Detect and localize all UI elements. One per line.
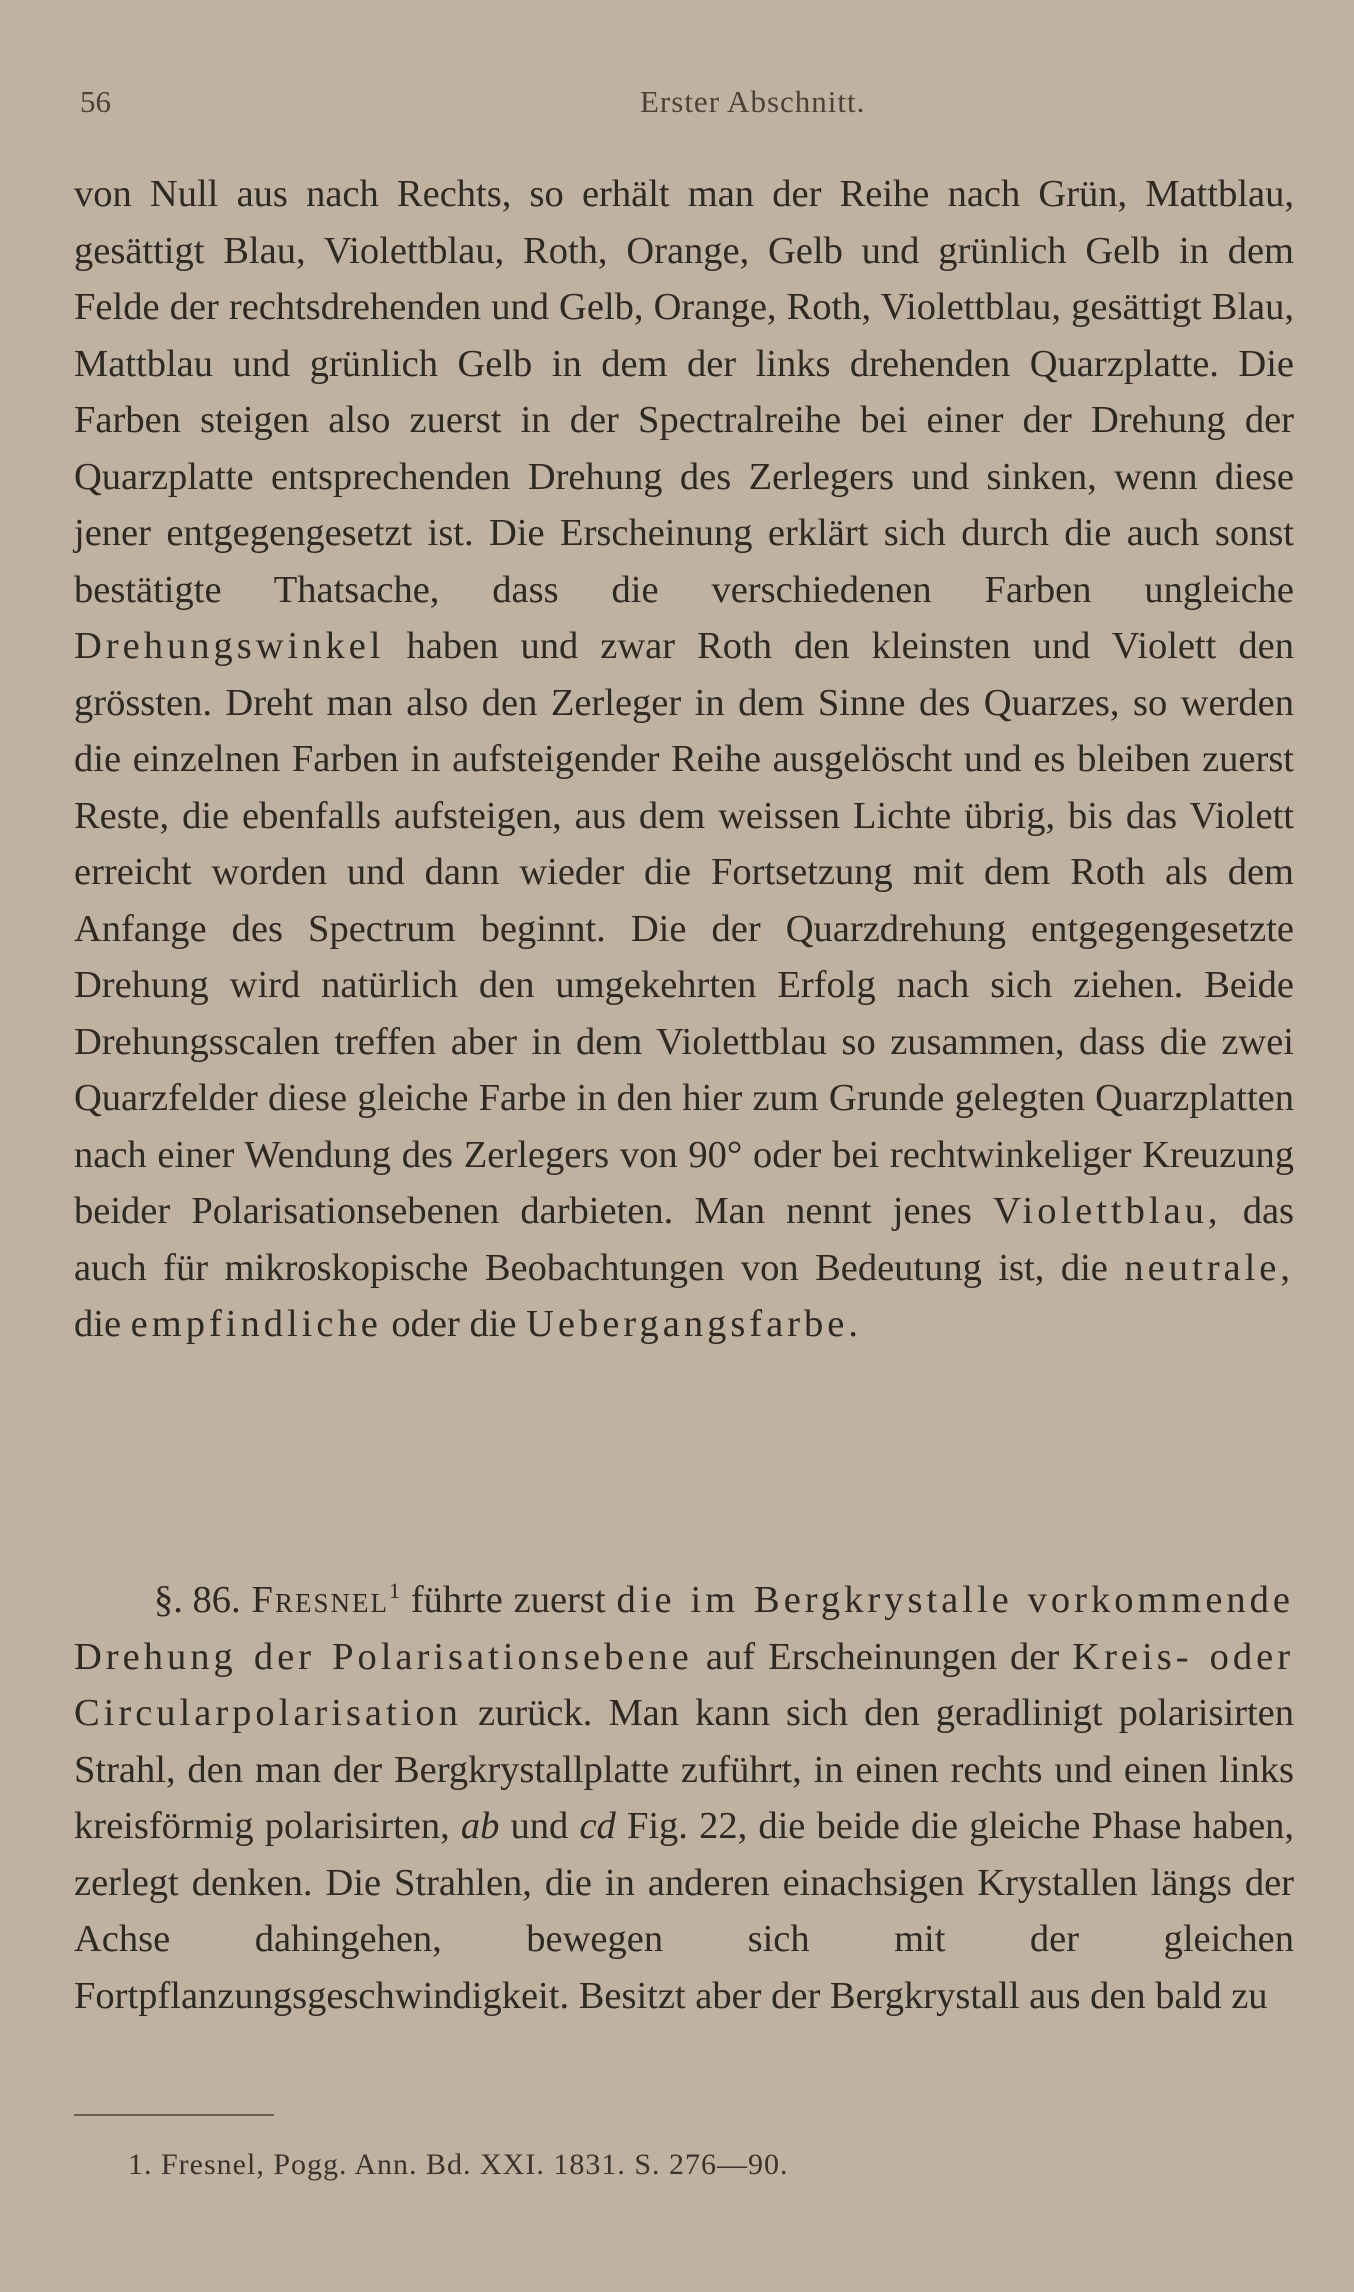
italic-ab: ab: [460, 1805, 500, 1847]
footnote-marker: 1: [388, 1578, 400, 1604]
paragraph-2-text-5: Fig. 22, die beide die gleiche Phase haben, zerlegt denken. Die Strahlen, die in anderen einachsigen Krystallen längs der Achse dahingehen, bewegen sich mit der gleichen Fortpflanzungsgeschwindigkeit. Besitzt aber der Bergkrystall aus den bald zu: [74, 1805, 1295, 2017]
paragraph-1-text-4: die: [74, 1303, 122, 1345]
paragraph-1-text-2: haben und zwar Roth den kleinsten und Violett den grössten. Dreht man also den Zerleger in dem Sinne des Quarzes, so werden die einzelnen Farben in aufsteigender Reihe ausgelöscht und es bleiben zuerst Reste, die ebenfalls aufsteigen, aus dem weissen Lichte übrig, bis das Violett erreicht worden und dann wieder die Fortsetzung mit dem Roth als dem Anfange des Spectrum beginnt. Die der Quarzdrehung entgegengesetzte Drehung wird natürlich den umgekehrten Erfolg nach sich ziehen. Beide Drehungsscalen treffen aber in dem Violettblau so zusammen, dass die zwei Quarzfelder diese gleiche Farbe in den hier zum Grunde gelegten Quarzplatten nach einer Wendung des Zerlegers von 90° oder bei rechtwinkeliger Kreuzung beider Polarisationsebenen darbieten. Man nennt jenes: [74, 625, 1295, 1232]
spaced-term-uebergangsfarbe: Uebergangsfarbe.: [526, 1303, 862, 1345]
paragraph-1: [74, 166, 1294, 1353]
paragraph-2-text-2: auf Erscheinungen der: [705, 1635, 1060, 1678]
spaced-term-empfindliche: empfindliche: [130, 1303, 382, 1345]
running-head: Erster Abschnitt.: [640, 84, 866, 119]
spaced-phrase-circularpolarisation: Kreis- oder Circularpolarisation: [74, 1635, 1295, 1734]
footnote-divider: [74, 2114, 274, 2116]
spaced-phrase-drehung: die im Bergkrystalle vorkommende Drehung der Polarisationsebene: [74, 1579, 1295, 1678]
paragraph-2: [74, 1572, 1294, 2024]
paragraph-2-text-1: führte zuerst: [410, 1579, 606, 1621]
paragraph-1-text-5: oder die: [391, 1303, 517, 1345]
spaced-term-violettblau: Violettblau,: [993, 1190, 1222, 1232]
spaced-term-neutrale: neutrale,: [1124, 1246, 1295, 1289]
page-header: [80, 84, 1300, 124]
spaced-term-drehungswinkel: Drehungswinkel: [74, 625, 385, 667]
italic-cd: cd: [579, 1805, 616, 1847]
author-name: Fresnel: [251, 1579, 389, 1621]
section-number: §. 86.: [154, 1579, 241, 1621]
page-number: 56: [80, 84, 111, 119]
paragraph-1-text-3: das auch für mikroskopische Beobachtungen von Bedeutung ist, die: [74, 1190, 1295, 1289]
footnote: 1. Fresnel, Pogg. Ann. Bd. XXI. 1831. S. 276—90.: [128, 2148, 789, 2181]
paragraph-1-text-1: von Null aus nach Rechts, so erhält man der Reihe nach Grün, Mattblau, gesättigt Blau, Violettblau, Roth, Orange, Gelb und grünlich Gelb in dem Felde der rechtsdrehenden und Gelb, Orange, Roth, Violettblau, gesättigt Blau, Mattblau und grünlich Gelb in dem der links drehenden Quarzplatte. Die Farben steigen also zuerst in der Spectralreihe bei einer der Drehung der Quarzplatte entsprechenden Drehung des Zerlegers und sinken, wenn diese jener entgegengesetzt ist. Die Erscheinung erklärt sich durch die auch sonst bestätigte Thatsache, dass die verschiedenen Farben ungleiche: [74, 173, 1294, 611]
paragraph-2-text-4: und: [510, 1805, 569, 1847]
paragraph-2-text-3: zurück. Man kann sich den geradlinigt polarisirten Strahl, den man der Bergkrystallplatte zuführt, in einen rechts und einen links kreisförmig polarisirten,: [74, 1692, 1295, 1847]
